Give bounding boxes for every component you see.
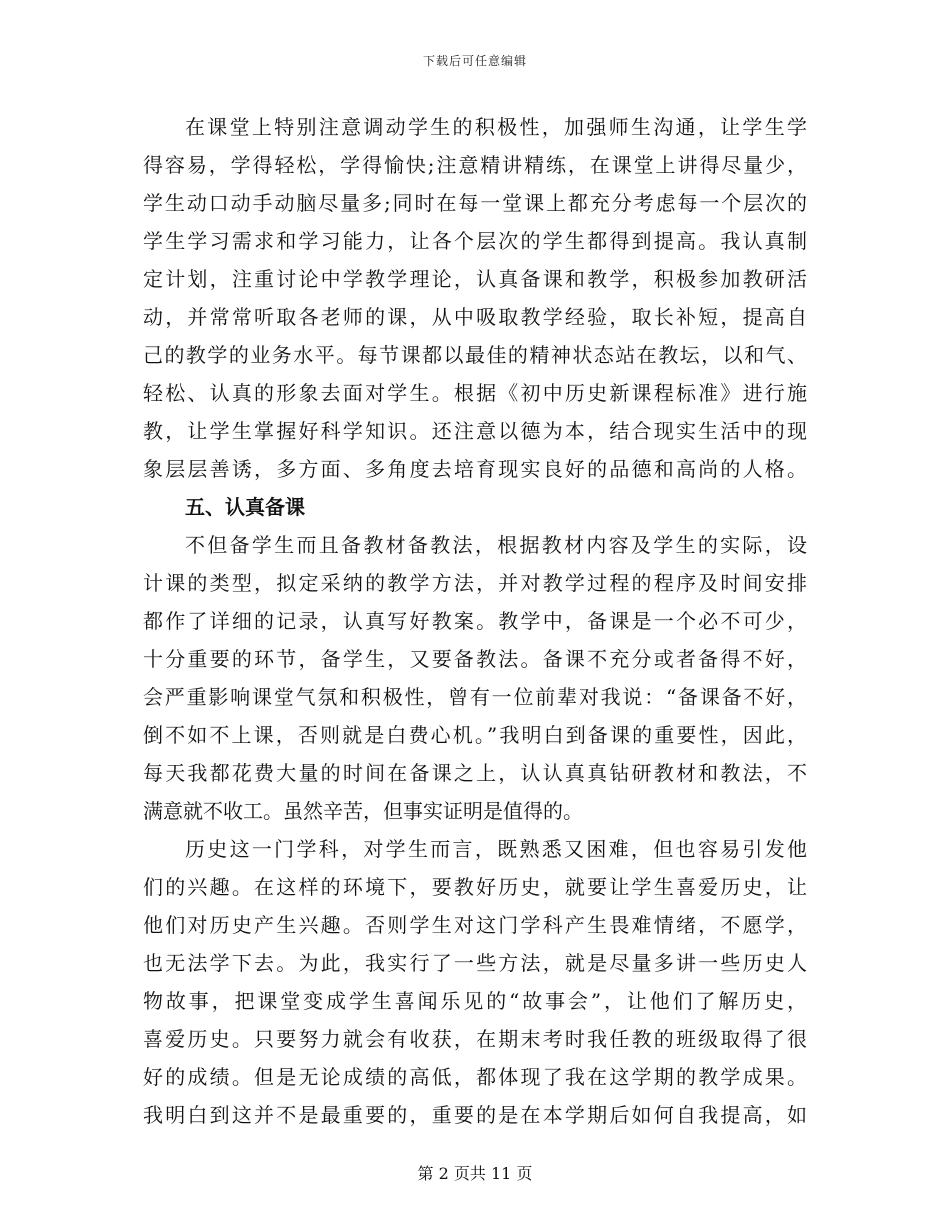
paragraph-line: 们的兴趣。在这样的环境下，要教好历史，就要让学生喜爱历史，让 [143,875,807,899]
paragraph-line: 喜爱历史。只要努力就会有收获，在期末考时我任教的班级取得了很 [143,1027,807,1051]
paragraph-line: 计课的类型，拟定采纳的教学方法，并对教学过程的程序及时间安排 [143,571,807,595]
paragraph-line: 学生学习需求和学习能力，让各个层次的学生都得到提高。我认真制 [143,229,807,253]
paragraph-line: 轻松、认真的形象去面对学生。根据《初中历史新课程标准》进行施 [143,381,807,405]
paragraph-line: 我明白到这并不是最重要的，重要的是在本学期后如何自我提高，如 [143,1103,807,1127]
document-body [143,108,807,1134]
paragraph-line: 教，让学生掌握好科学知识。还注意以德为本，结合现实生活中的现 [143,419,807,443]
section-heading: 五、认真备课 [185,495,305,519]
paragraph-line: 动，并常常听取各老师的课，从中吸取教学经验，取长补短，提高自 [143,305,807,329]
paragraph-line: 好的成绩。但是无论成绩的高低，都体现了我在这学期的教学成果。 [143,1065,807,1089]
paragraph-line: 物故事，把课堂变成学生喜闻乐见的“故事会”，让他们了解历史， [143,989,807,1013]
paragraph-line: 己的教学的业务水平。每节课都以最佳的精神状态站在教坛，以和气、 [143,343,807,367]
paragraph-line: 他们对历史产生兴趣。否则学生对这门学科产生畏难情绪，不愿学， [143,913,807,937]
page-footer: 第 2 页共 11 页 [417,1164,533,1183]
paragraph-line: 会严重影响课堂气氛和积极性，曾有一位前辈对我说：“备课备不好， [143,685,807,709]
paragraph-line: 每天我都花费大量的时间在备课之上，认认真真钻研教材和教法，不 [143,761,807,785]
paragraph-line: 十分重要的环节，备学生，又要备教法。备课不充分或者备得不好， [143,647,807,671]
paragraph-line: 在课堂上特别注意调动学生的积极性，加强师生沟通，让学生学 [185,115,807,139]
paragraph-line: 都作了详细的记录，认真写好教案。教学中，备课是一个必不可少， [143,609,807,633]
paragraph-line: 象层层善诱，多方面、多角度去培育现实良好的品德和高尚的人格。 [143,457,807,481]
paragraph-line: 得容易，学得轻松，学得愉快;注意精讲精练，在课堂上讲得尽量少， [143,153,807,177]
paragraph-line: 也无法学下去。为此，我实行了一些方法，就是尽量多讲一些历史人 [143,951,807,975]
paragraph-line: 满意就不收工。虽然辛苦，但事实证明是值得的。 [143,799,583,823]
paragraph-line: 历史这一门学科，对学生而言，既熟悉又困难，但也容易引发他 [185,837,807,861]
paragraph-line: 学生动口动手动脑尽量多;同时在每一堂课上都充分考虑每一个层次的 [143,191,807,215]
paragraph-line: 定计划，注重讨论中学教学理论，认真备课和教学，积极参加教研活 [143,267,807,291]
page-header: 下载后可任意编辑 [422,54,527,68]
paragraph-line: 倒不如不上课，否则就是白费心机。”我明白到备课的重要性，因此， [143,723,807,747]
paragraph-line: 不但备学生而且备教材备教法，根据教材内容及学生的实际，设 [185,533,807,557]
